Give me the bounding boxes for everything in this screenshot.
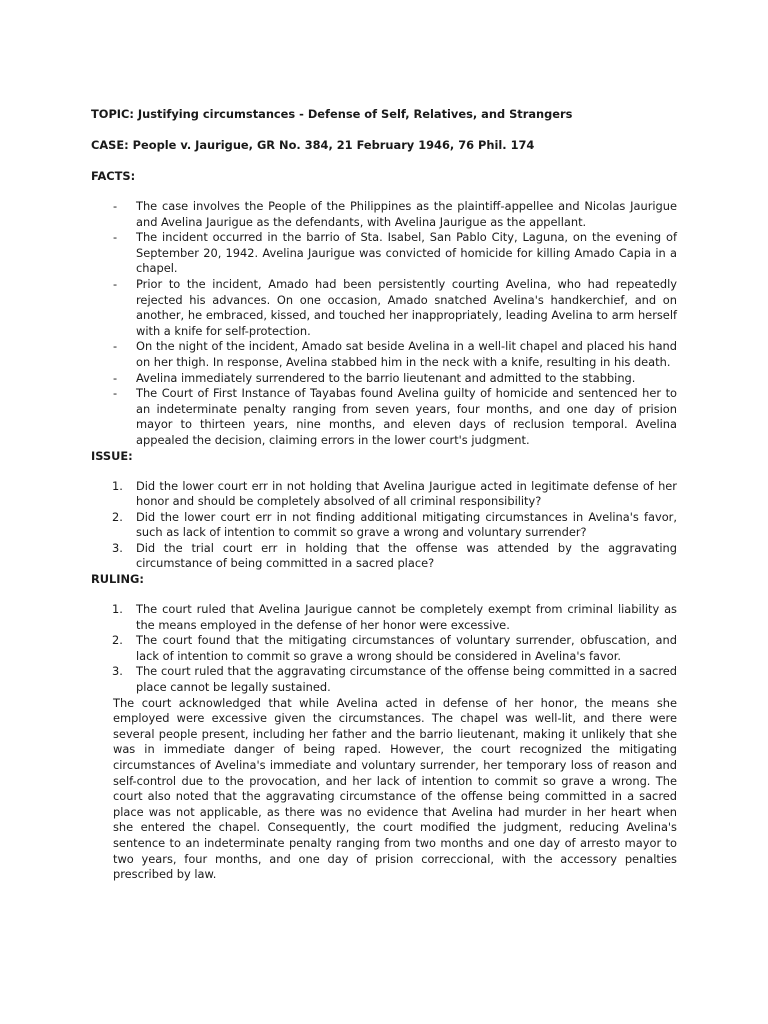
list-number: 3. <box>112 664 123 679</box>
ruling-heading: RULING: <box>91 572 144 587</box>
ruling-list <box>91 602 677 696</box>
bullet-dash: - <box>113 386 118 401</box>
list-number: 3. <box>112 540 123 555</box>
issue-heading: ISSUE: <box>91 448 133 463</box>
facts-item <box>91 230 677 277</box>
issue-item <box>91 541 677 572</box>
facts-item <box>91 371 677 387</box>
issue-item-text: Did the trial court err in holding that the offense was attended by the aggravating circumstance of being committed in a sacred place? <box>136 540 677 571</box>
bullet-dash: - <box>113 230 118 245</box>
list-number: 1. <box>112 602 123 617</box>
facts-item <box>91 199 677 230</box>
facts-item <box>91 339 677 370</box>
issue-item-text: Did the lower court err in not finding additional mitigating circumstances in Avelina's favor, such as lack of intention to commit so grave a wrong and voluntary surrender? <box>136 509 677 540</box>
facts-item-text: The Court of First Instance of Tayabas found Avelina guilty of homicide and sentenced her to an indeterminate penalty ranging from seven years, four months, and one day of prision mayor to thirteen years, nine months, and eleven days of reclusion temporal. Avelina appealed the decision, claiming errors in the lower court's judgment. <box>136 386 677 447</box>
issue-list <box>91 479 677 573</box>
document-page <box>91 107 677 883</box>
ruling-item <box>91 633 677 664</box>
issue-item <box>91 510 677 541</box>
facts-item-text: Prior to the incident, Amado had been persistently courting Avelina, who had repeatedly rejected his advances. On one occasion, Amado snatched Avelina's handkerchief, and on another, he embraced, kissed, and touched her inappropriately, leading Avelina to arm herself with a knife for self-protection. <box>136 276 677 338</box>
facts-item-text: On the night of the incident, Amado sat beside Avelina in a well-lit chapel and placed his hand on her thigh. In response, Avelina stabbed him in the neck with a knife, resulting in his death. <box>136 339 677 369</box>
ruling-item <box>91 602 677 633</box>
list-number: 2. <box>112 633 123 648</box>
list-number: 1. <box>112 478 123 493</box>
bullet-dash: - <box>113 370 118 385</box>
ruling-item-text: The court ruled that the aggravating circumstance of the offense being committed in a sacred place cannot be legally sustained. <box>136 664 677 695</box>
topic-heading: TOPIC: Justifying circumstances - Defense of Self, Relatives, and Strangers <box>91 107 573 121</box>
ruling-item-text: The court ruled that Avelina Jaurigue cannot be completely exempt from criminal liability as the means employed in the defense of her honor were excessive. <box>136 602 677 632</box>
facts-heading: FACTS: <box>91 169 136 183</box>
bullet-dash: - <box>113 276 118 291</box>
list-number: 2. <box>112 509 123 524</box>
ruling-paragraph: The court acknowledged that while Avelina acted in defense of her honor, the means she employed were excessive given the circumstances. The chapel was well-lit, and there were several people present, including her father and the barrio lieutenant, making it unlikely that she was in immediate danger of being raped. However, the court recognized the mitigating circumstances of Avelina's immediate and voluntary surrender, her temporary loss of reason and self-control due to the provocation, and her lack of intention to commit so grave a wrong. The court also noted that the aggravating circumstance of the offense being committed in a sacred place was not applicable, as there was no evidence that Avelina had murder in her heart when she entered the chapel. Consequently, the court modified the judgment, reducing Avelina's sentence to an indeterminate penalty ranging from two months and one day of arresto mayor to two years, four months, and one day of prision correccional, with the accessory penalties prescribed by law. <box>113 695 677 882</box>
issue-item-text: Did the lower court err in not holding that Avelina Jaurigue acted in legitimate defense of her honor and should be completely absolved of all criminal responsibility? <box>136 478 677 509</box>
case-heading: CASE: People v. Jaurigue, GR No. 384, 21 February 1946, 76 Phil. 174 <box>91 138 535 152</box>
facts-list <box>91 199 677 449</box>
facts-item-text: The case involves the People of the Philippines as the plaintiff-appellee and Nicolas Jaurigue and Avelina Jaurigue as the defendants, with Avelina Jaurigue as the appellant. <box>136 199 677 229</box>
ruling-item <box>91 664 677 695</box>
bullet-dash: - <box>113 199 118 213</box>
facts-item <box>91 277 677 339</box>
facts-item-text: The incident occurred in the barrio of Sta. Isabel, San Pablo City, Laguna, on the evening of September 20, 1942. Avelina Jaurigue was convicted of homicide for killing Amado Capia in a chapel. <box>136 230 677 276</box>
ruling-item-text: The court found that the mitigating circumstances of voluntary surrender, obfuscation, and lack of intention to commit so grave a wrong should be considered in Avelina's favor. <box>136 633 677 663</box>
facts-item-text: Avelina immediately surrendered to the barrio lieutenant and admitted to the stabbing. <box>136 370 636 385</box>
issue-item <box>91 479 677 510</box>
facts-item <box>91 386 677 448</box>
bullet-dash: - <box>113 339 118 354</box>
